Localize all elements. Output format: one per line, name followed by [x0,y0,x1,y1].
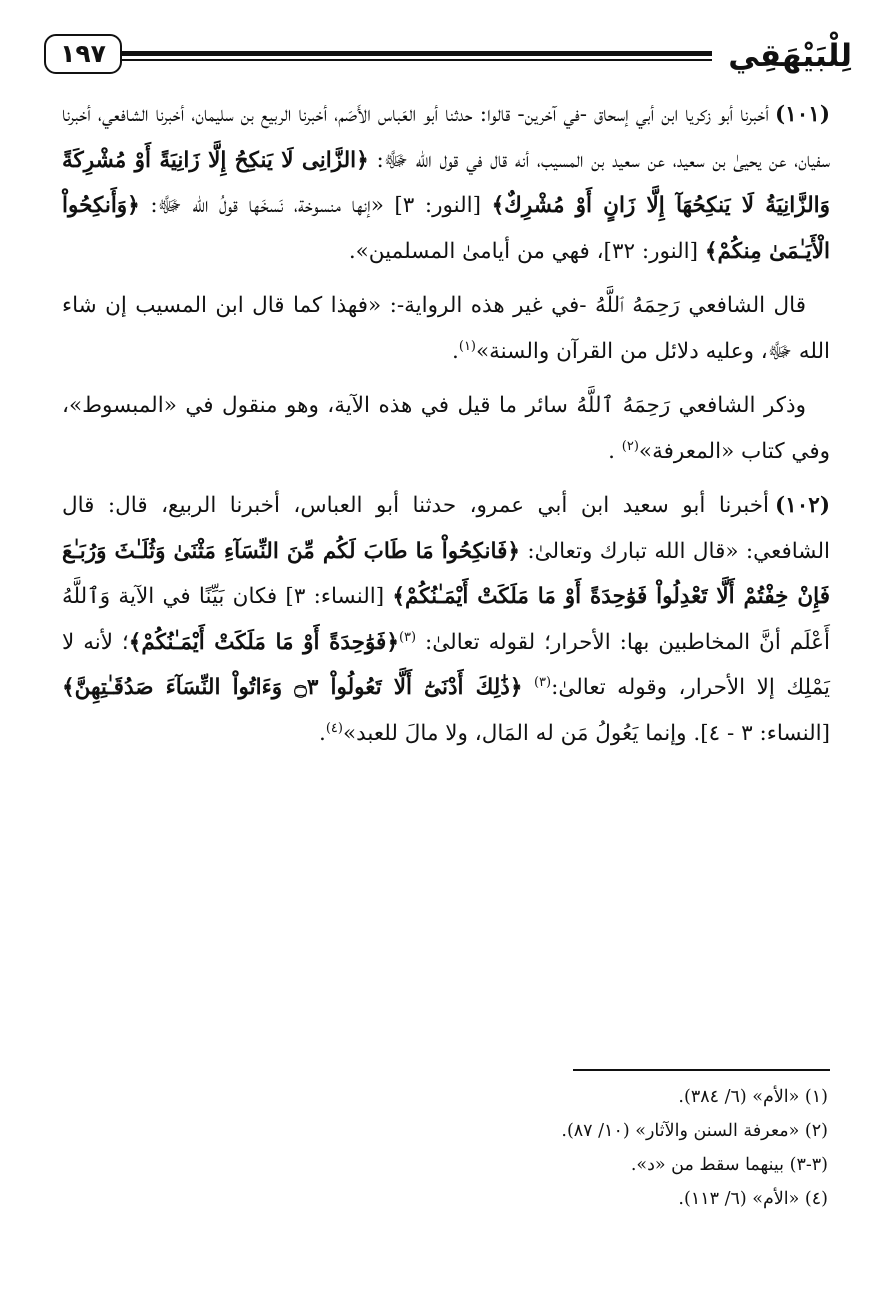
footnote-ref: (١) [458,338,476,354]
quran-verse: ﴿فَوَٰحِدَةً أَوْ مَا مَلَكَتْ أَيْمَـٰنُكُمْ﴾ [128,629,399,655]
paragraph [62,383,830,474]
quran-verse: ﴿فَانكِحُواْ مَا طَابَ لَكُم مِّنَ النِّسَآءِ مَثْنَىٰ وَثُلَـٰثَ وَرُبَـٰعَ فَإِنْ خِفْتُمْ أَلَّا تَعْدِلُواْ فَوَٰحِدَةً أَوْ مَا مَلَكَتْ أَيْمَـٰنُكُمْ﴾ [62,538,830,609]
text-run: [النساء: ٣] فكان بَيِّنًا في الآية وَٱللَّهُ أَعْلَم أنَّ المخاطبين بها: الأحرار؛ لقوله تعالىٰ: [62,584,830,655]
text-run: قال الشافعي رَحِمَهُ ٱللَّهُ -في غير هذه الرواية-: «فهذا كما قال ابن المسيب إن شاء الله ﷻ، وعليه دلائل من القرآن والسنة» [62,293,830,364]
footnote: (١) «الأم» (٦/ ٣٨٤). [678,1087,828,1107]
text-run: . [318,720,326,746]
hadith-number: (١٠١) [774,102,830,127]
text-run: أخبرنا أبو سعيد ابن أبي عمرو، حدثنا أبو العباس، أخبرنا الربيع، قال: قال الشافعي: «قال الله تبارك وتعالىٰ: [62,493,830,564]
text-run: [النور: ٣٢]، فهي من أيامىٰ المسلمين». [348,238,705,264]
text-run: . [452,338,459,364]
main-text [62,92,830,765]
footnote-ref: (٣) [398,629,417,645]
footnote-ref: (٢) [621,438,639,454]
hadith-number: (١٠٢) [774,493,830,518]
quran-verse: ﴿ذَٰلِكَ أَدْنَىٰٓ أَلَّا تَعُولُواْ ۝٣ وَءَاتُواْ النِّسَآءَ صَدُقَـٰتِهِنَّ﴾ [62,675,523,700]
text-run: . [608,438,622,464]
text-run: ؛ لأنه لا يَمْلِك إلا الأحرار، وقوله تعالىٰ: [62,629,830,700]
text-run: أخبرنا أبو زكريا ابن أبي إسحاق -في آخرين- قالوا: حدثنا أبو العَباس الأَصَم، أخبرنا الربيع بن سليمان، أخبرنا الشافعي، أخبرنا سفيان، عن يحيىٰ بن سعيد، عن سعيد بن المسيب، أنه قال في قول الله ﷻ: [62,102,830,173]
quran-verse: ﴿الزَّانِى لَا يَنكِحُ إِلَّا زَانِيَةً أَوْ مُشْرِكَةً وَالزَّانِيَةُ لَا يَنكِحُهَآ إِلَّا زَانٍ أَوْ مُشْرِكٌ﴾ [62,147,831,218]
text-run: وذكر الشافعي رَحِمَهُ ٱللَّهُ سائر ما قيل في هذه الآية، وهو منقول في «المبسوط»، وفي كتاب «المعرفة» [62,393,830,464]
paragraph [62,92,830,274]
footnote-ref: (٣) [533,674,552,690]
running-header [44,34,852,86]
book-title: لِلْبَيْهَقِي [728,38,852,74]
header-rule-thin [120,59,712,61]
footnotes [62,1080,828,1216]
text-run [522,675,533,700]
header-rule [120,51,712,56]
page-number: ١٩٧ [44,34,122,74]
footnote: (٤) «الأم» (٦/ ١١٣). [678,1189,828,1209]
text-run: [النور: ٣] «إنها منسوخة، نَسخَها قولُ الله ﷻ: [139,193,492,218]
quran-verse: ﴿وَأَنكِحُواْ الْأَيَـٰمَىٰ مِنكُمْ﴾ [62,193,830,264]
footnote-separator [573,1069,830,1071]
footnote: (٣-٣) بينهما سقط من «د». [630,1155,828,1175]
text-run: [النساء: ٣ - ٤]. وإنما يَعُولُ مَن له المَال، ولا مالَ للعبد» [342,720,830,746]
paragraph [62,283,830,374]
footnote: (٢) «معرفة السنن والآثار» (١٠/ ٨٧). [561,1121,828,1141]
paragraph [62,483,830,756]
footnote-ref: (٤) [325,720,343,736]
